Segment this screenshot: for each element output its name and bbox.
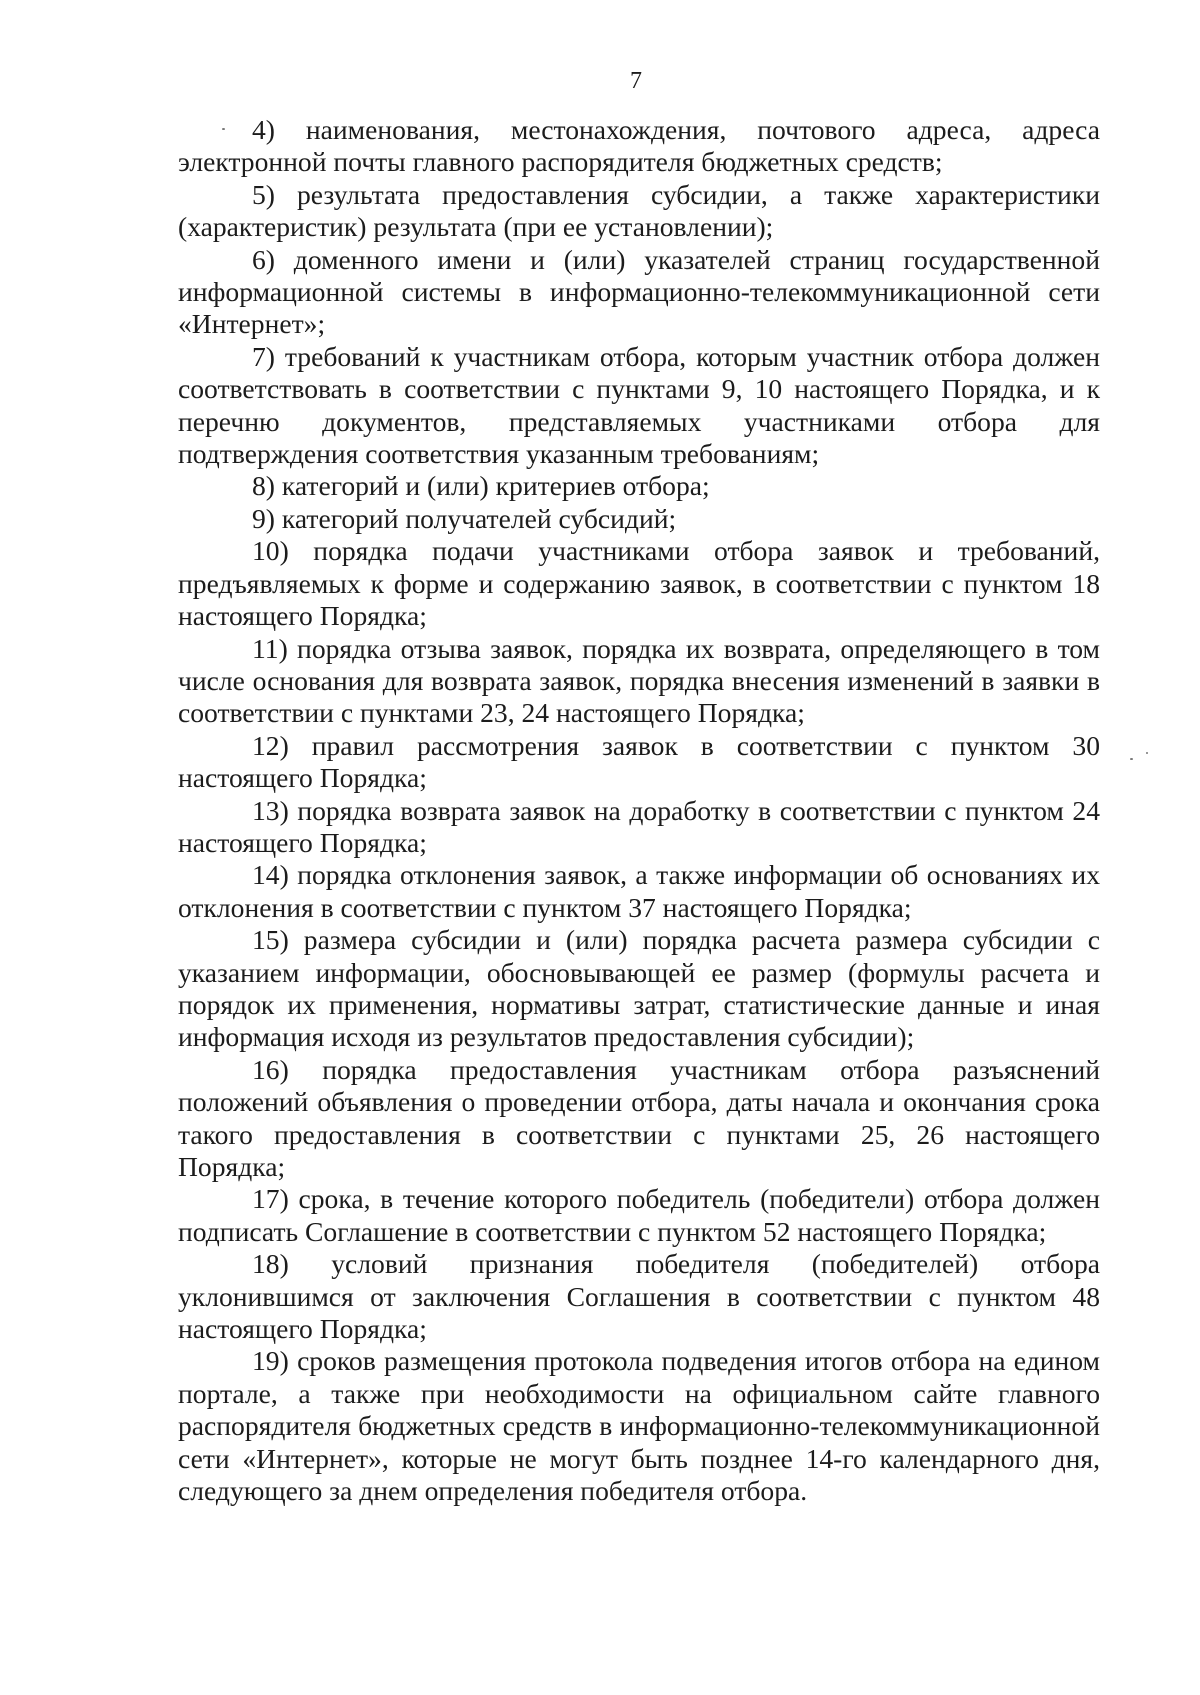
scan-speck	[1130, 758, 1133, 760]
scan-speck	[1146, 752, 1148, 754]
list-item-7: 7) требований к участникам отбора, которым участник отбора должен соответствовать в соответствии с пунктами 9, 10 настоящего Порядка, и к перечню документов, представляемых участниками отбора для подтверждения соответствия указанным требованиям;	[178, 340, 1100, 470]
list-item-13: 13) порядка возврата заявок на доработку в соответствии с пунктом 24 настоящего Порядка;	[178, 794, 1100, 858]
list-item-8: 8) категорий и (или) критериев отбора;	[252, 470, 710, 502]
list-item-9: 9) категорий получателей субсидий;	[252, 502, 677, 534]
list-item-16: 16) порядка предоставления участникам отбора разъяснений положений объявления о проведении отбора, даты начала и окончания срока такого предоставления в соответствии с пунктами 25, 26 настоящего Порядка;	[178, 1053, 1100, 1182]
page-number: 7	[630, 68, 642, 94]
list-item-14: 14) порядка отклонения заявок, а также информации об основаниях их отклонения в соответствии с пунктом 37 настоящего Порядка;	[178, 859, 1100, 923]
document-body	[178, 114, 1100, 1507]
list-item-19: 19) сроков размещения протокола подведения итогов отбора на едином портале, а также при необходимости на официальном сайте главного распорядителя бюджетных средств в информационно-телекоммуникационной сети «Интернет», которые не могут быть позднее 14-го календарного дня, следующего за днем определения победителя отбора.	[178, 1345, 1100, 1507]
list-item-11: 11) порядка отзыва заявок, порядка их возврата, определяющего в том числе основания для возврата заявок, порядка внесения изменений в заявки в соответствии с пунктами 23, 24 настоящего Порядка;	[178, 632, 1100, 729]
scan-speck	[222, 128, 225, 130]
list-item-15: 15) размера субсидии и (или) порядка расчета размера субсидии с указанием информации, обосновывающей ее размер (формулы расчета и порядок их применения, нормативы затрат, статистические данные и иная информация исходя из результатов предоставления субсидии);	[178, 924, 1100, 1053]
list-item-10: 10) порядка подачи участниками отбора заявок и требований, предъявляемых к форме и содержанию заявок, в соответствии с пунктом 18 настоящего Порядка;	[178, 535, 1100, 632]
list-item-6: 6) доменного имени и (или) указателей страниц государственной информационной системы в информационно-телекоммуникационной сети «Интернет»;	[178, 243, 1100, 340]
list-item-4: 4) наименования, местонахождения, почтового адреса, адреса электронной почты главного распорядителя бюджетных средств;	[178, 114, 1100, 178]
list-item-12: 12) правил рассмотрения заявок в соответствии с пунктом 30 настоящего Порядка;	[178, 729, 1100, 794]
list-item-5: 5) результата предоставления субсидии, а также характеристики (характеристик) результата (при ее установлении);	[178, 178, 1100, 243]
list-item-18: 18) условий признания победителя (победителей) отбора уклонившимся от заключения Соглашения в соответствии с пунктом 48 настоящего Порядка;	[178, 1248, 1100, 1345]
list-item-17: 17) срока, в течение которого победитель (победители) отбора должен подписать Соглашение в соответствии с пунктом 52 настоящего Порядка;	[178, 1183, 1100, 1247]
